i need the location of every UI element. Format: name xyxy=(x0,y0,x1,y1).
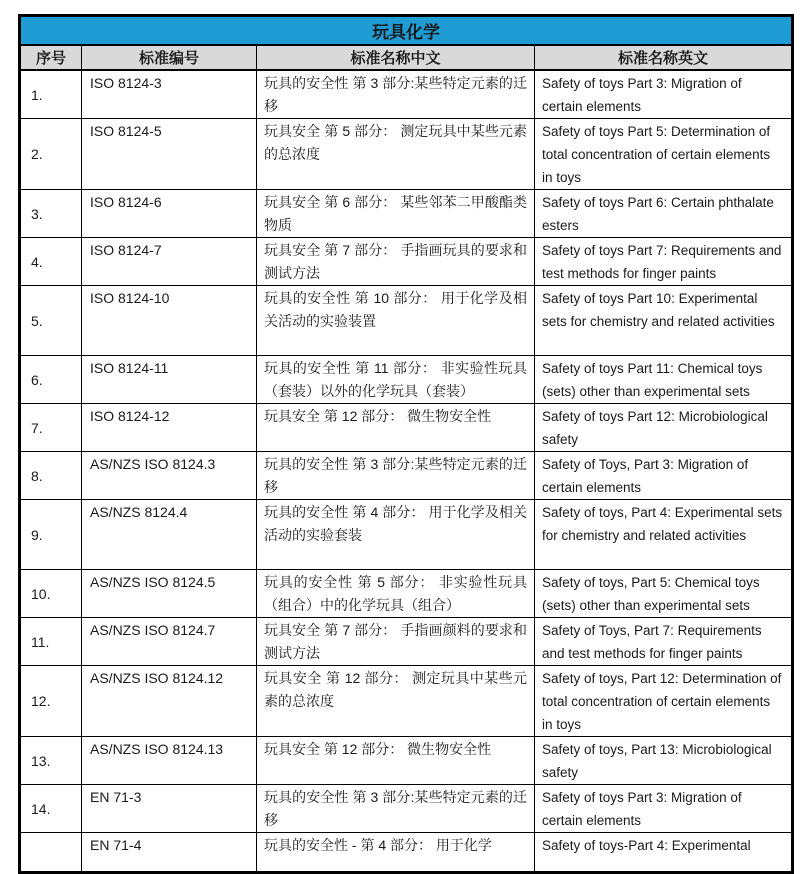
cell-name-cn: 玩具安全 第 7 部分： 手指画颜料的要求和测试方法 xyxy=(257,618,535,666)
cell-name-en: Safety of toys Part 3: Migration of certain elements xyxy=(535,785,793,833)
cell-no: 10. xyxy=(20,570,82,618)
header-code: 标准编号 xyxy=(82,45,257,70)
table-row xyxy=(20,119,793,190)
cell-name-cn: 玩具安全 第 5 部分： 测定玩具中某些元素的总浓度 xyxy=(257,119,535,190)
cell-name-cn: 玩具的安全性 - 第 4 部分： 用于化学 xyxy=(257,833,535,873)
cell-name-cn: 玩具的安全性 第 3 部分:某些特定元素的迁移 xyxy=(257,70,535,119)
table-row xyxy=(20,356,793,404)
table-row xyxy=(20,500,793,570)
cell-no: 14. xyxy=(20,785,82,833)
cell-name-cn: 玩具安全 第 6 部分： 某些邻苯二甲酸酯类物质 xyxy=(257,190,535,238)
cell-no: 12. xyxy=(20,666,82,737)
table-row xyxy=(20,666,793,737)
cell-name-en: Safety of toys Part 10: Experimental sets for chemistry and related activities xyxy=(535,286,793,356)
table-row xyxy=(20,618,793,666)
cell-code: ISO 8124-5 xyxy=(82,119,257,190)
cell-no: 2. xyxy=(20,119,82,190)
cell-name-en: Safety of toys Part 7: Requirements and test methods for finger paints xyxy=(535,238,793,286)
cell-no: 4. xyxy=(20,238,82,286)
cell-name-cn: 玩具的安全性 第 5 部分： 非实验性玩具（组合）中的化学玩具（组合） xyxy=(257,570,535,618)
cell-code: AS/NZS ISO 8124.7 xyxy=(82,618,257,666)
cell-no: 11. xyxy=(20,618,82,666)
cell-name-cn: 玩具的安全性 第 3 部分:某些特定元素的迁移 xyxy=(257,785,535,833)
cell-name-en: Safety of toys Part 6: Certain phthalate esters xyxy=(535,190,793,238)
table-body xyxy=(20,70,793,873)
cell-no: 5. xyxy=(20,286,82,356)
cell-name-en: Safety of Toys, Part 7: Requirements and test methods for finger paints xyxy=(535,618,793,666)
cell-code: AS/NZS ISO 8124.13 xyxy=(82,737,257,785)
cell-code: ISO 8124-6 xyxy=(82,190,257,238)
cell-name-en: Safety of toys, Part 5: Chemical toys (sets) other than experimental sets xyxy=(535,570,793,618)
cell-code: ISO 8124-11 xyxy=(82,356,257,404)
cell-name-en: Safety of toys Part 3: Migration of certain elements xyxy=(535,70,793,119)
cell-name-cn: 玩具安全 第 7 部分： 手指画玩具的要求和测试方法 xyxy=(257,238,535,286)
table-row xyxy=(20,570,793,618)
table-row xyxy=(20,833,793,873)
cell-code: AS/NZS ISO 8124.3 xyxy=(82,452,257,500)
table-title-row xyxy=(20,16,793,46)
cell-no: 9. xyxy=(20,500,82,570)
header-name-en: 标准名称英文 xyxy=(535,45,793,70)
cell-code: AS/NZS ISO 8124.5 xyxy=(82,570,257,618)
table-row xyxy=(20,452,793,500)
cell-no xyxy=(20,833,82,873)
cell-no: 6. xyxy=(20,356,82,404)
standards-table xyxy=(18,14,794,874)
cell-no: 1. xyxy=(20,70,82,119)
cell-name-cn: 玩具的安全性 第 10 部分： 用于化学及相关活动的实验装置 xyxy=(257,286,535,356)
cell-code: EN 71-4 xyxy=(82,833,257,873)
cell-no: 3. xyxy=(20,190,82,238)
cell-no: 13. xyxy=(20,737,82,785)
cell-name-cn: 玩具的安全性 第 3 部分:某些特定元素的迁移 xyxy=(257,452,535,500)
table-title: 玩具化学 xyxy=(20,16,793,46)
cell-code: ISO 8124-3 xyxy=(82,70,257,119)
cell-name-cn: 玩具安全 第 12 部分： 微生物安全性 xyxy=(257,737,535,785)
table-row xyxy=(20,737,793,785)
cell-code: ISO 8124-12 xyxy=(82,404,257,452)
cell-name-cn: 玩具安全 第 12 部分： 测定玩具中某些元素的总浓度 xyxy=(257,666,535,737)
cell-code: AS/NZS ISO 8124.12 xyxy=(82,666,257,737)
cell-code: ISO 8124-7 xyxy=(82,238,257,286)
cell-no: 7. xyxy=(20,404,82,452)
table-row xyxy=(20,404,793,452)
header-no: 序号 xyxy=(20,45,82,70)
cell-name-cn: 玩具安全 第 12 部分： 微生物安全性 xyxy=(257,404,535,452)
cell-name-en: Safety of Toys, Part 3: Migration of certain elements xyxy=(535,452,793,500)
cell-name-en: Safety of toys Part 12: Microbiological safety xyxy=(535,404,793,452)
cell-name-en: Safety of toys-Part 4: Experimental xyxy=(535,833,793,873)
cell-code: EN 71-3 xyxy=(82,785,257,833)
table-row xyxy=(20,190,793,238)
cell-name-en: Safety of toys, Part 4: Experimental sets for chemistry and related activities xyxy=(535,500,793,570)
table-row xyxy=(20,785,793,833)
cell-no: 8. xyxy=(20,452,82,500)
table-row xyxy=(20,70,793,119)
table-row xyxy=(20,238,793,286)
cell-name-en: Safety of toys Part 5: Determination of total concentration of certain elements in toys xyxy=(535,119,793,190)
cell-code: ISO 8124-10 xyxy=(82,286,257,356)
table-header-row xyxy=(20,45,793,70)
cell-code: AS/NZS 8124.4 xyxy=(82,500,257,570)
cell-name-en: Safety of toys, Part 12: Determination of total concentration of certain elements in toys xyxy=(535,666,793,737)
cell-name-cn: 玩具的安全性 第 11 部分： 非实验性玩具（套装）以外的化学玩具（套装） xyxy=(257,356,535,404)
table-row xyxy=(20,286,793,356)
header-name-cn: 标准名称中文 xyxy=(257,45,535,70)
cell-name-cn: 玩具的安全性 第 4 部分： 用于化学及相关活动的实验套装 xyxy=(257,500,535,570)
cell-name-en: Safety of toys Part 11: Chemical toys (sets) other than experimental sets xyxy=(535,356,793,404)
cell-name-en: Safety of toys, Part 13: Microbiological safety xyxy=(535,737,793,785)
